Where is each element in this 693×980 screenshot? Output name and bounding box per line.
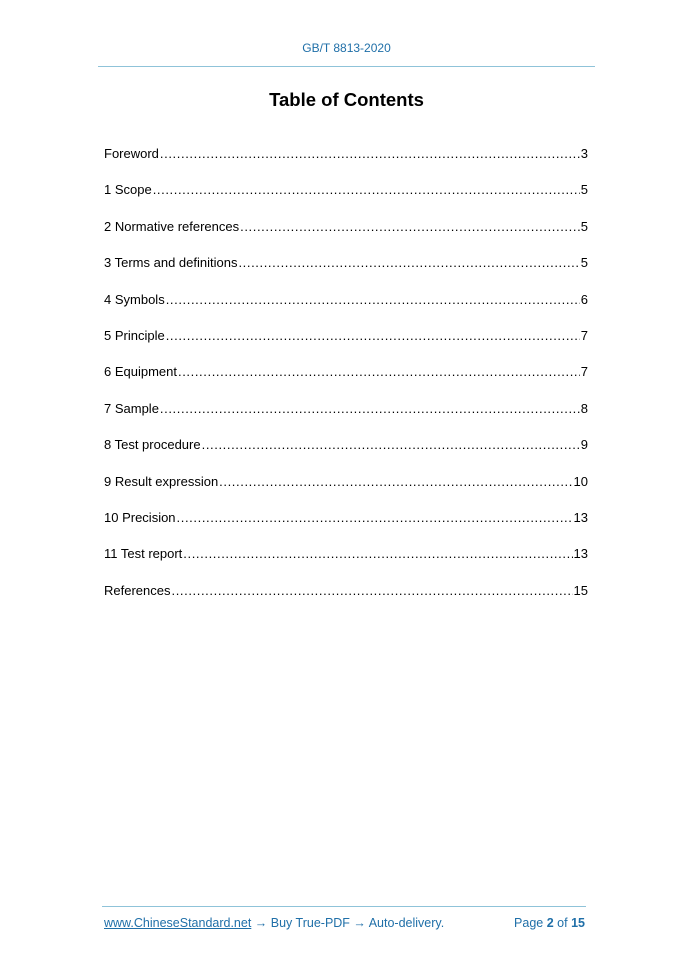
toc-entry-label: 2 Normative references: [104, 218, 240, 234]
toc-leader-dots: [153, 181, 580, 199]
toc-entry-label: 3 Terms and definitions: [104, 255, 238, 271]
page-footer: [104, 916, 585, 930]
toc-entry-page: 6: [580, 291, 588, 307]
toc-entry-page: 5: [580, 255, 588, 271]
footer-divider: [102, 906, 586, 907]
toc-entry-page: 5: [580, 218, 588, 234]
toc-entry-label: 10 Precision: [104, 509, 176, 525]
footer-promo-text: → Buy True-PDF → Auto-delivery.: [251, 916, 445, 930]
toc-entry-page: 13: [573, 546, 588, 562]
toc-entry-page: 15: [573, 582, 588, 598]
toc-leader-dots: [202, 436, 580, 454]
toc-entry-sample[interactable]: [104, 400, 588, 436]
toc-entry-label: 6 Equipment: [104, 364, 177, 380]
toc-leader-dots: [240, 218, 580, 236]
toc-entry-page: 3: [580, 146, 588, 161]
toc-entry-page: 7: [580, 364, 588, 380]
toc-entry-principle[interactable]: [104, 327, 588, 363]
toc-entry-page: 7: [580, 327, 588, 343]
toc-leader-dots: [178, 363, 580, 381]
page-total: 15: [571, 916, 585, 930]
header-divider: [98, 66, 595, 67]
toc-entry-label: 5 Principle: [104, 327, 165, 343]
toc-entry-scope[interactable]: [104, 181, 588, 217]
toc-leader-dots: [160, 145, 580, 163]
toc-entry-label: 1 Scope: [104, 182, 152, 198]
page-of-label: of: [557, 916, 568, 930]
toc-entry-test-report[interactable]: [104, 545, 588, 581]
toc-entry-normative-references[interactable]: [104, 218, 588, 254]
toc-entry-test-procedure[interactable]: [104, 436, 588, 472]
toc-entry-page: 5: [580, 182, 588, 198]
toc-entry-result-expression[interactable]: [104, 473, 588, 509]
page-current: 2: [546, 916, 554, 930]
toc-entry-equipment[interactable]: [104, 363, 588, 399]
toc-entry-label: 7 Sample: [104, 400, 159, 416]
toc-leader-dots: [160, 400, 580, 418]
toc-leader-dots: [219, 473, 572, 491]
toc-entry-foreword[interactable]: [104, 145, 588, 181]
toc-leader-dots: [166, 327, 580, 345]
toc-entry-references[interactable]: [104, 582, 588, 618]
toc-entry-page: 9: [580, 437, 588, 453]
toc-leader-dots: [166, 291, 580, 309]
toc-leader-dots: [238, 254, 579, 272]
toc-entry-page: 8: [580, 400, 588, 416]
standard-code: GB/T 8813-2020: [302, 41, 391, 55]
toc-entry-symbols[interactable]: [104, 291, 588, 327]
page-title: Table of Contents: [269, 89, 424, 110]
toc-list: [104, 145, 588, 618]
toc-entry-label: References: [104, 582, 171, 598]
toc-leader-dots: [177, 509, 573, 527]
toc-entry-label: 4 Symbols: [104, 291, 165, 307]
page-label: Page: [514, 916, 544, 930]
toc-entry-label: 8 Test procedure: [104, 437, 201, 453]
website-link[interactable]: www.ChineseStandard.net: [104, 916, 252, 930]
toc-entry-label: 9 Result expression: [104, 473, 219, 489]
toc-entry-page: 10: [573, 473, 588, 489]
toc-entry-label: 11 Test report: [104, 546, 183, 562]
toc-entry-terms-and-definitions[interactable]: [104, 254, 588, 290]
toc-entry-page: 13: [573, 509, 588, 525]
toc-leader-dots: [171, 582, 572, 600]
toc-entry-precision[interactable]: [104, 509, 588, 545]
toc-leader-dots: [183, 545, 572, 563]
toc-entry-label: Foreword: [104, 146, 159, 161]
page-indicator: [514, 916, 585, 930]
footer-promo: [104, 916, 444, 930]
